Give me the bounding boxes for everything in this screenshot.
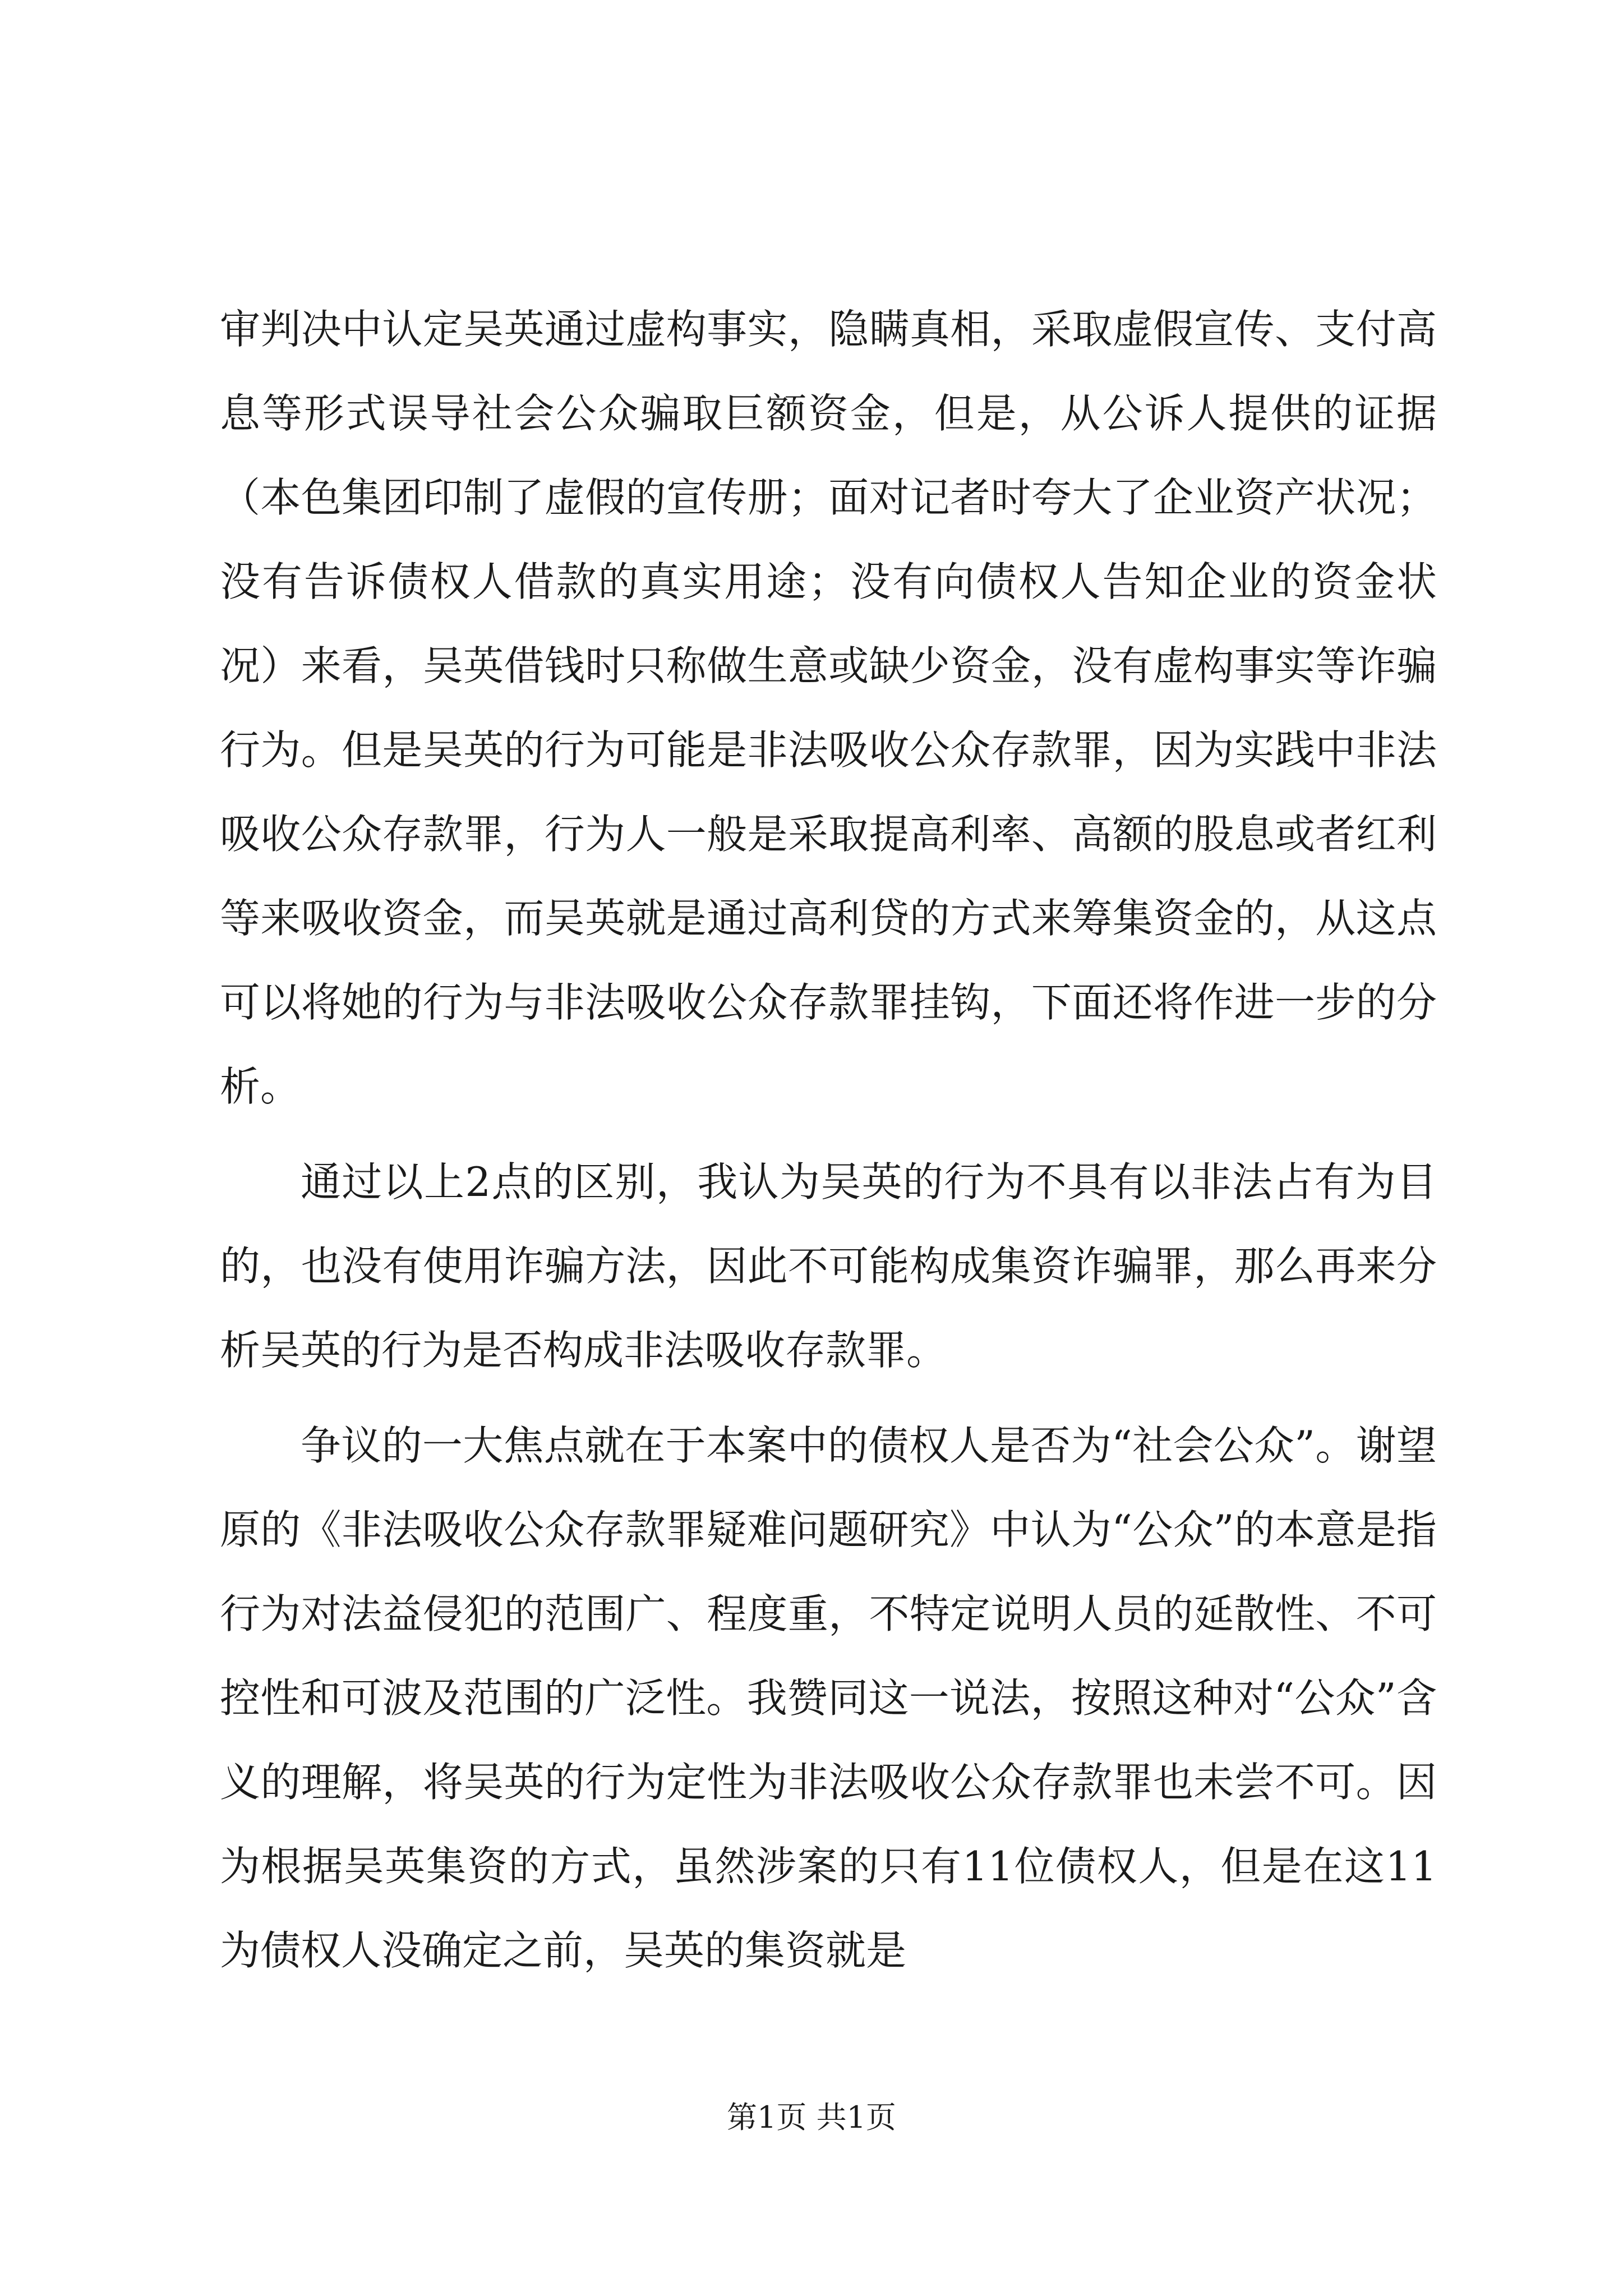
body-text [220,287,1437,2004]
paragraph-2: 通过以上2点的区别，我认为吴英的行为不具有以非法占有为目的，也没有使用诈骗方法，因此不可能构成集资诈骗罪，那么再来分析吴英的行为是否构成非法吸收存款罪。 [220,1158,1437,1374]
paragraph-3: 争议的一大焦点就在于本案中的债权人是否为“社会公众”。谢望原的《非法吸收公众存款罪疑难问题研究》中认为“公众”的本意是指行为对法益侵犯的范围广、程度重，不特定说明人员的延散性、不可控性和可波及范围的广泛性。我赞同这一说法，按照这种对“公众”含义的理解，将吴英的行为定性为非法吸收公众存款罪也未尝不可。因为根据吴英集资的方式，虽然涉案的只有11位债权人，但是在这11为债权人没确定之前，吴英的集资就是 [220,1422,1437,1974]
paragraph-1: 审判决中认定吴英通过虚构事实，隐瞒真相，采取虚假宣传、支付高息等形式误导社会公众骗取巨额资金，但是，从公诉人提供的证据（本色集团印制了虚假的宣传册；面对记者时夸大了企业资产状况；没有告诉债权人借款的真实用途；没有向债权人告知企业的资金状况）来看，吴英借钱时只称做生意或缺少资金，没有虚构事实等诈骗行为。但是吴英的行为可能是非法吸收公众存款罪，因为实践中非法吸收公众存款罪，行为人一般是采取提高利率、高额的股息或者红利等来吸收资金，而吴英就是通过高利贷的方式来筹集资金的，从这点可以将她的行为与非法吸收公众存款罪挂钩，下面还将作进一步的分析。 [220,306,1437,1110]
page-footer: 第1页 共1页 [727,2100,896,2135]
